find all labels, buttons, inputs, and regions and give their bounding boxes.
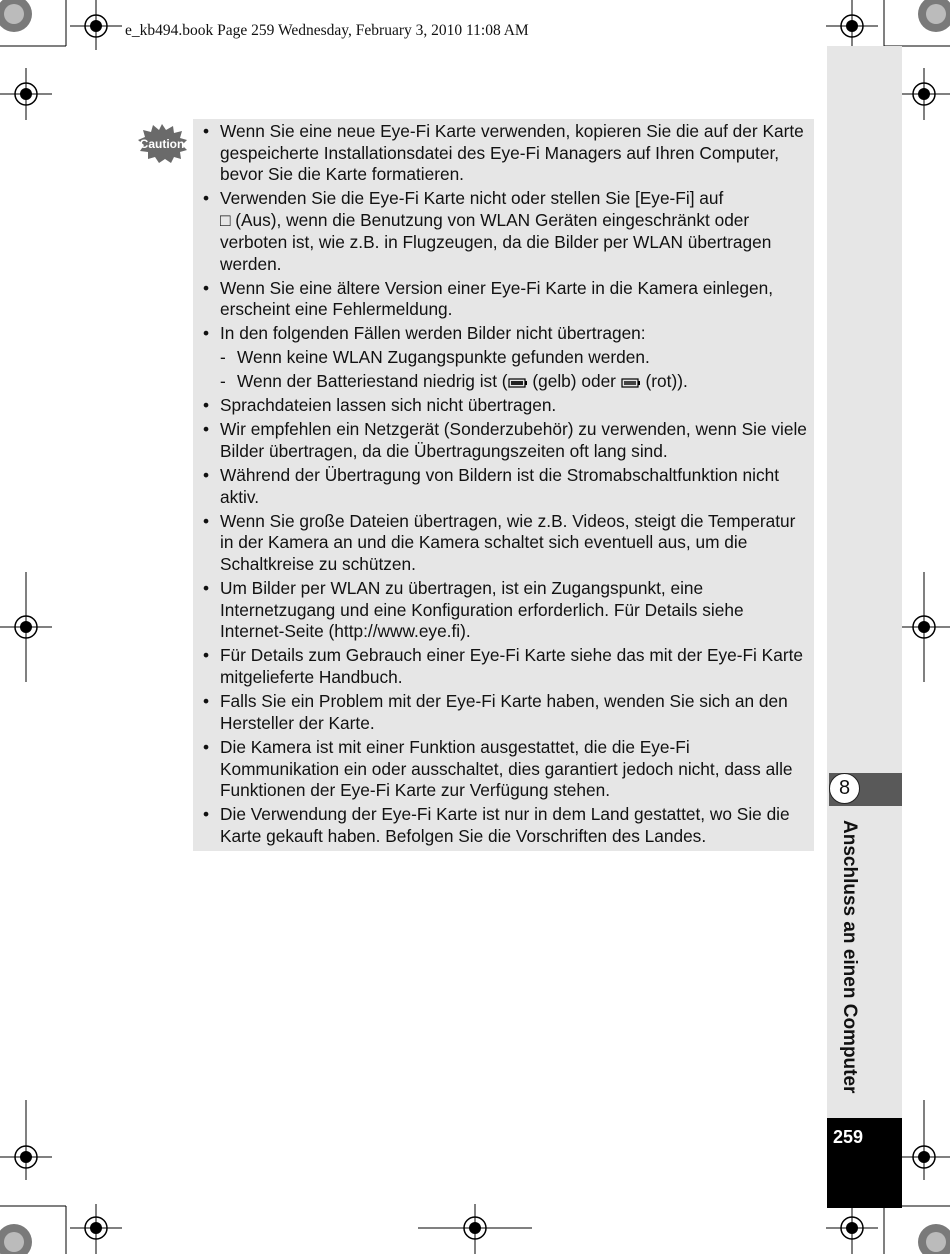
- bullet-text: Sprachdateien lassen sich nicht übertragen.: [220, 395, 557, 416]
- bullet-marker: •: [203, 510, 210, 531]
- off-icon: □: [220, 210, 231, 231]
- list-item: [203, 737, 808, 802]
- bullet-marker: •: [203, 578, 210, 599]
- bullet-text: Während der Übertragung von Bildern ist die Stromabschaltfunktion nicht aktiv.: [220, 464, 780, 507]
- bullet-marker: •: [203, 188, 210, 209]
- bullet-marker: •: [203, 464, 210, 485]
- list-item: [203, 323, 808, 345]
- list-item: [203, 511, 808, 576]
- bullet-text: Wenn Sie eine neue Eye-Fi Karte verwenden, kopieren Sie die auf der Karte gespeicherte Installationsdatei des Eye-Fi Managers auf Ihren Computer, bevor Sie die Karte formatieren.: [220, 121, 804, 185]
- bullet-marker: •: [203, 645, 210, 666]
- bullet-marker: •: [203, 395, 210, 416]
- bullet-text: Um Bilder per WLAN zu übertragen, ist ein Zugangspunkt, eine Internetzugang und eine Konfiguration erforderlich. Für Details siehe Internet-Seite (http://www.eye.fi).: [220, 578, 744, 642]
- bullet-text: Die Verwendung der Eye-Fi Karte ist nur in dem Land gestattet, wo Sie die Karte gekauft haben. Befolgen Sie die Vorschriften des Landes.: [220, 804, 790, 846]
- bullet-text: Falls Sie ein Problem mit der Eye-Fi Karte haben, wenden Sie sich an den Hersteller der Karte.: [220, 691, 788, 733]
- bullet-text: In den folgenden Fällen werden Bilder nicht übertragen:: [220, 323, 646, 344]
- sub-list-item: [203, 347, 808, 369]
- bullet-text: (Aus), wenn die Benutzung von WLAN Geräten eingeschränkt oder verboten ist, wie z.B. in Flugzeugen, da die Bilder per WLAN übertragen werden.: [220, 210, 772, 274]
- list-item: [203, 278, 808, 321]
- bullet-marker: •: [203, 277, 210, 298]
- file-header: e_kb494.book Page 259 Wednesday, February 3, 2010 11:08 AM: [125, 22, 529, 39]
- bullet-text: Wenn keine WLAN Zugangspunkte gefunden werden.: [237, 347, 650, 368]
- dash-marker: -: [220, 371, 226, 392]
- list-item: [203, 465, 808, 508]
- list-item: [203, 691, 808, 734]
- list-item: [203, 645, 808, 688]
- bullet-text: Verwenden Sie die Eye-Fi Karte nicht oder stellen Sie [Eye-Fi] auf: [220, 188, 724, 209]
- bullet-marker: •: [203, 736, 210, 757]
- page-number: 259: [833, 1127, 864, 1147]
- chapter-title: Anschluss an einen Computer: [839, 820, 860, 1094]
- bullet-marker: •: [203, 691, 210, 712]
- bullet-marker: •: [203, 419, 210, 440]
- bullet-text: Wenn der Batteriestand niedrig ist (: [237, 371, 508, 392]
- bullet-marker: •: [203, 323, 210, 344]
- bullet-text: Für Details zum Gebrauch einer Eye-Fi Karte siehe das mit der Eye-Fi Karte mitgelieferte Handbuch.: [220, 645, 803, 688]
- sub-list-item: [203, 371, 808, 393]
- bullet-text: Die Kamera ist mit einer Funktion ausgestattet, die die Eye-Fi Kommunikation ein oder ausschaltet, dies garantiert jedoch nicht, dass alle Funktionen der Eye-Fi Karte zur Verfügung stehen.: [220, 736, 793, 801]
- dash-marker: -: [220, 347, 226, 368]
- list-item: [203, 395, 808, 417]
- bullet-marker: •: [203, 121, 210, 141]
- chapter-number: 8: [829, 773, 860, 804]
- bullet-text: Wenn Sie große Dateien übertragen, wie z.B. Videos, steigt die Temperatur in der Kamera an und die Kamera schaltet sich eventuell aus, um die Schaltkreise zu schützen.: [220, 510, 796, 575]
- list-item: [203, 419, 808, 462]
- bullet-text: Wir empfehlen ein Netzgerät (Sonderzubehör) zu verwenden, wenn Sie viele Bilder übertragen, da die Übertragungszeiten oft lang sind.: [220, 419, 807, 461]
- list-item: [203, 121, 808, 186]
- bullet-text: Wenn Sie eine ältere Version einer Eye-Fi Karte in die Kamera einlegen, erscheint eine Fehlermeldung.: [220, 277, 773, 320]
- bullet-text: (rot)).: [640, 371, 688, 392]
- battery-low-icon: [508, 377, 528, 389]
- caution-list: [203, 121, 808, 850]
- bullet-text: (gelb) oder: [527, 371, 621, 392]
- list-item: [203, 578, 808, 643]
- bullet-marker: •: [203, 804, 210, 825]
- caution-label: Caution: [139, 137, 185, 151]
- list-item: [203, 188, 808, 275]
- caution-icon: [135, 122, 189, 164]
- battery-empty-icon: [621, 377, 641, 389]
- list-item: [203, 804, 808, 847]
